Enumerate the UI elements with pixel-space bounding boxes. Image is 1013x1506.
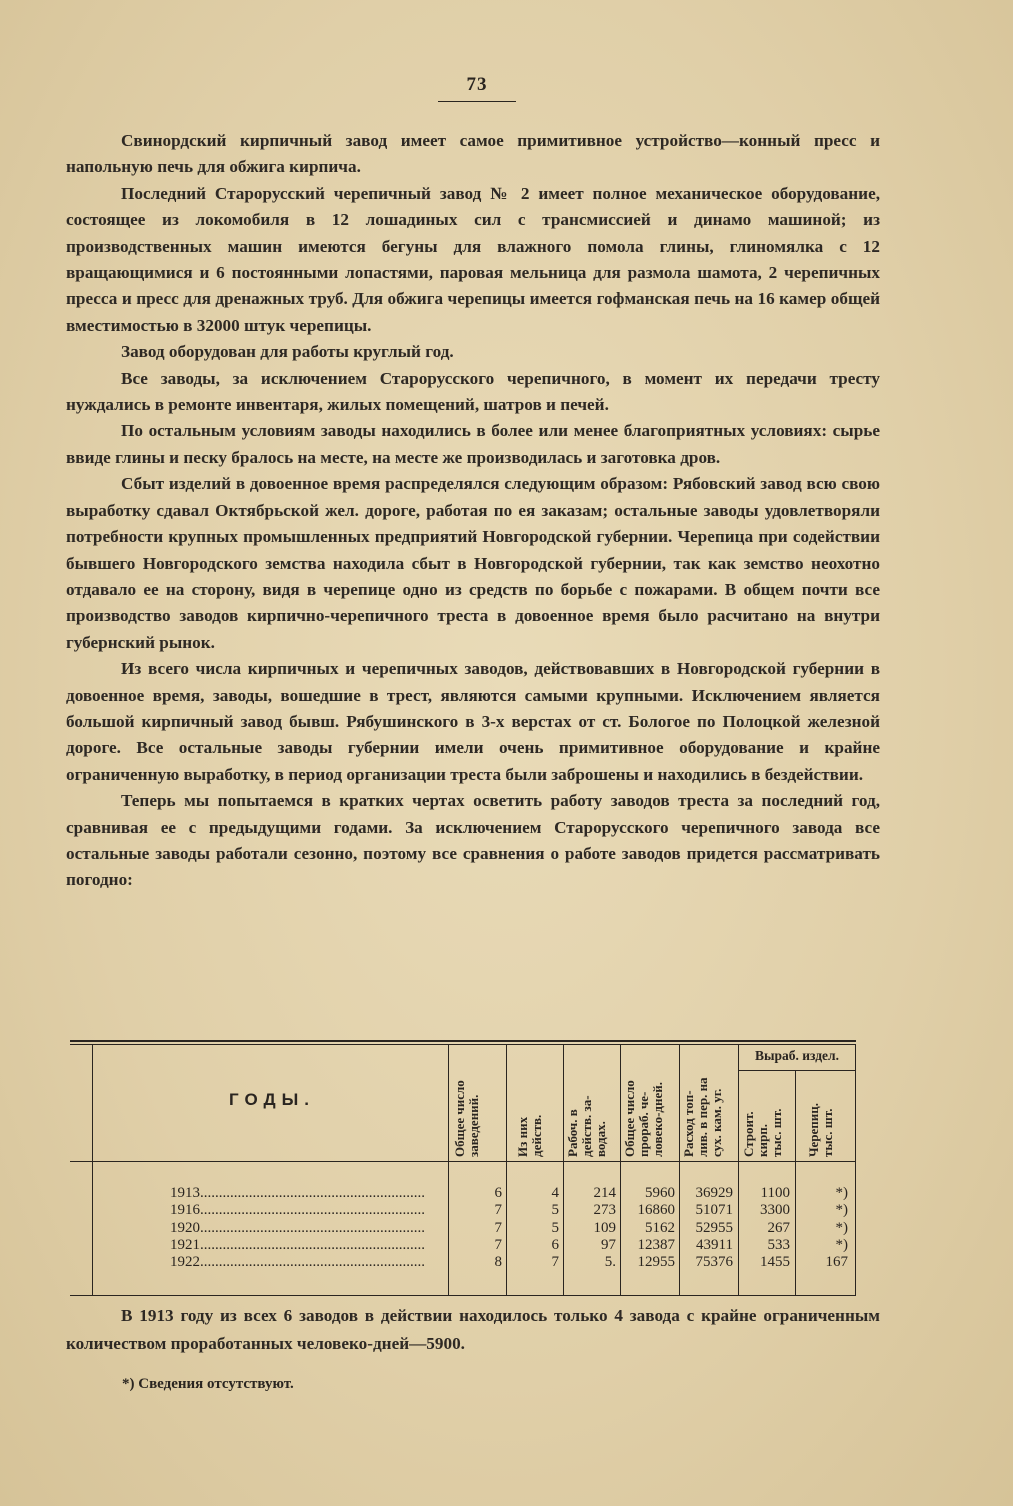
table-cell: 273 (593, 1202, 616, 1219)
table-bottom-rule (70, 1295, 856, 1296)
col-header-bricks: Строит. кирп. тыс. шт. (741, 1108, 784, 1157)
table-cell: *) (835, 1185, 848, 1201)
table-cell: 7 (494, 1236, 502, 1253)
table-column-divider (620, 1044, 621, 1295)
table-cell: 167 (825, 1254, 848, 1271)
table-cell: 16860 (637, 1202, 675, 1219)
table-row-year: 1916............................................................ (170, 1202, 425, 1219)
paragraph: Последний Старорусский черепичный завод № 2 имеет полное механическое оборудование, состоящее из локомобиля в 12 лошадиных сил с трансмиссией и динамо машиной; из производственных машин имеются бегуны для влажного помола глины, глиномялка с 12 вращающимися и 6 постоянными лопастями, паровая мельница для размола шамота, 2 черепичных пресса и пресс для дренажных труб. Для обжига черепицы имеется гофманская печь на 16 камер общей вместимостью в 32000 штук черепицы. (66, 183, 880, 335)
table-cell: 3300 (760, 1202, 790, 1219)
table-cell: 6 (551, 1236, 559, 1253)
table-column-divider (738, 1044, 739, 1295)
table-row-year: 1921............................................................ (170, 1236, 425, 1253)
paragraph: Из всего числа кирпичных и черепичных заводов, действовавших в Новгородской губернии в довоенное время, заводы, вошедшие в трест, являются самыми крупными. Исключением является большой кирпичный завод бывш. Рябушинского в 3-х верстах от ст. Бологое по Полоцкой железной дороге. Все остальные заводы губернии имели очень примитивное оборудование и крайне ограниченную выработку, в период организации треста были заброшены и находились в бездействии. (66, 659, 880, 784)
col-header-fuel: Расход топ- лив. в пер. на сух. кам. уг. (681, 1077, 724, 1157)
table-cell: 1455 (760, 1254, 790, 1271)
table-cell: 7 (551, 1254, 559, 1271)
table-cell: 5162 (645, 1219, 675, 1236)
table-cell: 5960 (645, 1185, 675, 1201)
table-cell: 12387 (637, 1236, 675, 1253)
table-column-divider (679, 1044, 680, 1295)
table-column-divider (795, 1070, 796, 1295)
table-cell: *) (835, 1219, 848, 1236)
table-cell: 51071 (695, 1202, 733, 1219)
table-cell: 43911 (696, 1236, 733, 1253)
table-column-divider (506, 1044, 507, 1295)
table-cell: 8 (494, 1254, 502, 1271)
table-column-divider (92, 1044, 93, 1295)
table-row-year: 1913............................................................ (170, 1185, 425, 1201)
table-cell: 5 (551, 1219, 559, 1236)
body-text (66, 128, 880, 894)
after-table-text (66, 1302, 880, 1358)
paragraph: Завод оборудован для работы круглый год. (121, 342, 454, 362)
table-cell: *) (835, 1202, 848, 1219)
table-cell: 5 (551, 1202, 559, 1219)
table-cell: 75376 (695, 1254, 733, 1271)
table-cell: 36929 (695, 1185, 733, 1201)
col-header-operating: Из них действ. (515, 1114, 544, 1157)
table-cell: 52955 (695, 1219, 733, 1236)
page-number-rule (438, 101, 516, 102)
table-row-year: 1922............................................................ (170, 1254, 425, 1271)
table-cell: 5. (604, 1254, 616, 1271)
table-cell: 12955 (637, 1254, 675, 1271)
output-group-header: Выраб. издел. (754, 1048, 840, 1063)
col-header-tiles: Черепиц. тыс. шт. (806, 1102, 835, 1157)
col-header-workers: Рабоч. в действ. за- водах. (565, 1095, 608, 1157)
table-cell: 7 (494, 1202, 502, 1219)
paragraph: Теперь мы попытаемся в кратких чертах осветить работу заводов треста за последний год, сравнивая ее с предыдущими годами. За исключением Старорусского черепичного завода все остальные заводы работали сезонно, поэтому все сравнения о работе заводов придется рассматривать погодно: (66, 791, 880, 890)
table-cell: 4 (551, 1185, 559, 1201)
table-column-divider (563, 1044, 564, 1295)
paragraph: В 1913 году из всех 6 заводов в действии находилось только 4 завода с крайне ограниченным количеством проработанных человеко-дней—5900. (66, 1306, 880, 1353)
table-cell: 214 (593, 1185, 616, 1201)
paragraph: Все заводы, за исключением Старорусского черепичного, в момент их передачи тресту нуждались в ремонте инвентаря, жилых помещений, шатров и печей. (66, 368, 880, 415)
col-header-total-establishments: Общее число заведений. (452, 1080, 481, 1157)
table-cell: 6 (494, 1185, 502, 1201)
footnote: *) Сведения отсутствуют. (122, 1376, 294, 1392)
table-cell: 109 (593, 1219, 616, 1236)
page-number: 73 (466, 74, 488, 95)
statistics-table (70, 1040, 856, 1297)
table-cell: 1100 (760, 1185, 790, 1201)
paragraph: По остальным условиям заводы находились в более или менее благоприятных условиях: сырье ввиде глины и песку бралось на месте, на месте же производилась и заготовка дров. (66, 421, 880, 467)
years-column-header: ГОДЫ. (229, 1090, 315, 1109)
table-top-rule (70, 1040, 856, 1042)
col-header-man-days: Общее число прораб. че- ловеко-дней. (622, 1080, 665, 1157)
table-row-year: 1920............................................................ (170, 1219, 425, 1236)
table-cell: 97 (601, 1236, 616, 1253)
table-cell: 533 (767, 1236, 790, 1253)
table-cell: 267 (767, 1219, 790, 1236)
group-header-rule (738, 1070, 856, 1071)
paragraph: Свинордский кирпичный завод имеет самое примитивное устройство—конный пресс и напольную печь для обжига кирпича. (66, 131, 880, 177)
table-column-divider (855, 1044, 856, 1295)
table-cell: 7 (494, 1219, 502, 1236)
table-cell: *) (835, 1236, 848, 1253)
paragraph: Сбыт изделий в довоенное время распределялся следующим образом: Рябовский завод всю свою выработку сдавал Октябрьской жел. дороге, работая по ея заказам; остальные заводы удовлетворяли потребности крупных промышленных предприятий Новгородской губернии. Черепица при содействии бывшего Новгородского земства находила сбыт в Новгородской губернии, так как земство неохотно отдавало ее на сторону, видя в черепице одно из средств по борьбе с пожарами. В общем почти все производство заводов кирпично-черепичного треста в довоенное время было расчитано на внутри губернский рынок. (66, 474, 880, 652)
